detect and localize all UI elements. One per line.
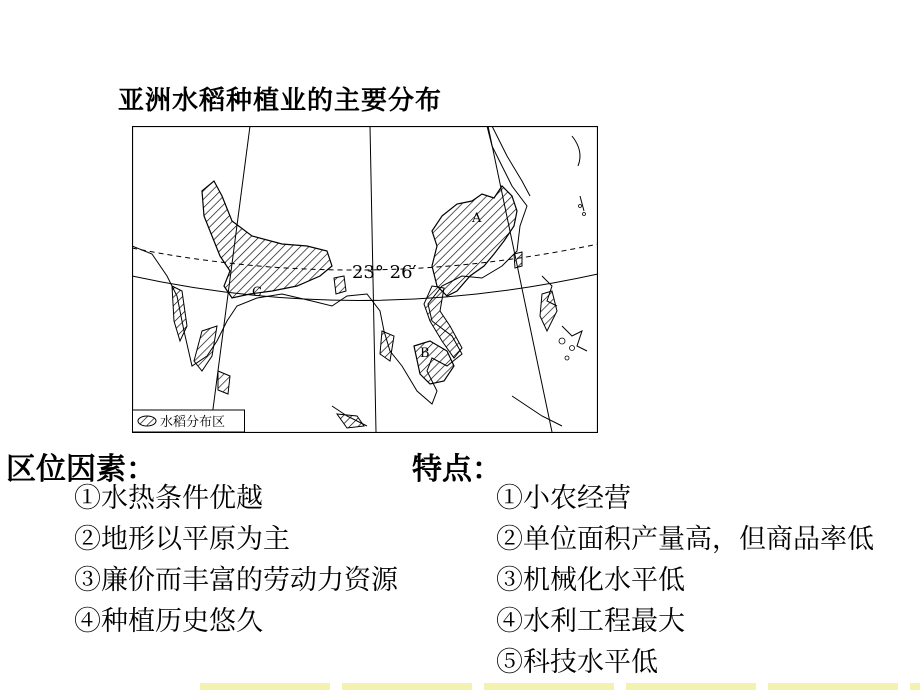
features-list (496, 478, 874, 683)
region-label-b: B (420, 346, 430, 361)
feature-item: ③机械化水平低 (496, 565, 685, 596)
bottom-decoration-strip (200, 683, 920, 690)
region-label-a: A (472, 211, 482, 226)
legend-hatch-icon (138, 416, 156, 426)
rice-area-small (334, 276, 346, 294)
region-label-c: C (252, 285, 262, 300)
factor-item: ④种植历史悠久 (74, 606, 263, 637)
feature-item: ②单位面积产量高，但商品率低 (496, 524, 874, 555)
rice-area-taiwan (514, 252, 522, 268)
page-title: 亚洲水稻种植业的主要分布 (118, 86, 443, 116)
latitude-label: 23° 26′ (352, 262, 417, 283)
factor-item: ①水热条件优越 (74, 483, 263, 514)
factors-list (74, 478, 398, 642)
factor-item: ③廉价而丰富的劳动力资源 (74, 565, 398, 596)
factors-heading: 区位因素： (6, 452, 156, 487)
map-legend (133, 410, 245, 432)
feature-item: ④水利工程最大 (496, 606, 685, 637)
feature-item: ①小农经营 (496, 483, 631, 514)
features-heading: 特点： (412, 452, 502, 487)
legend-label: 水稻分布区 (160, 415, 226, 430)
rice-distribution-map (132, 126, 598, 433)
factor-item: ②地形以平原为主 (74, 524, 290, 555)
feature-item: ⑤科技水平低 (496, 647, 658, 678)
